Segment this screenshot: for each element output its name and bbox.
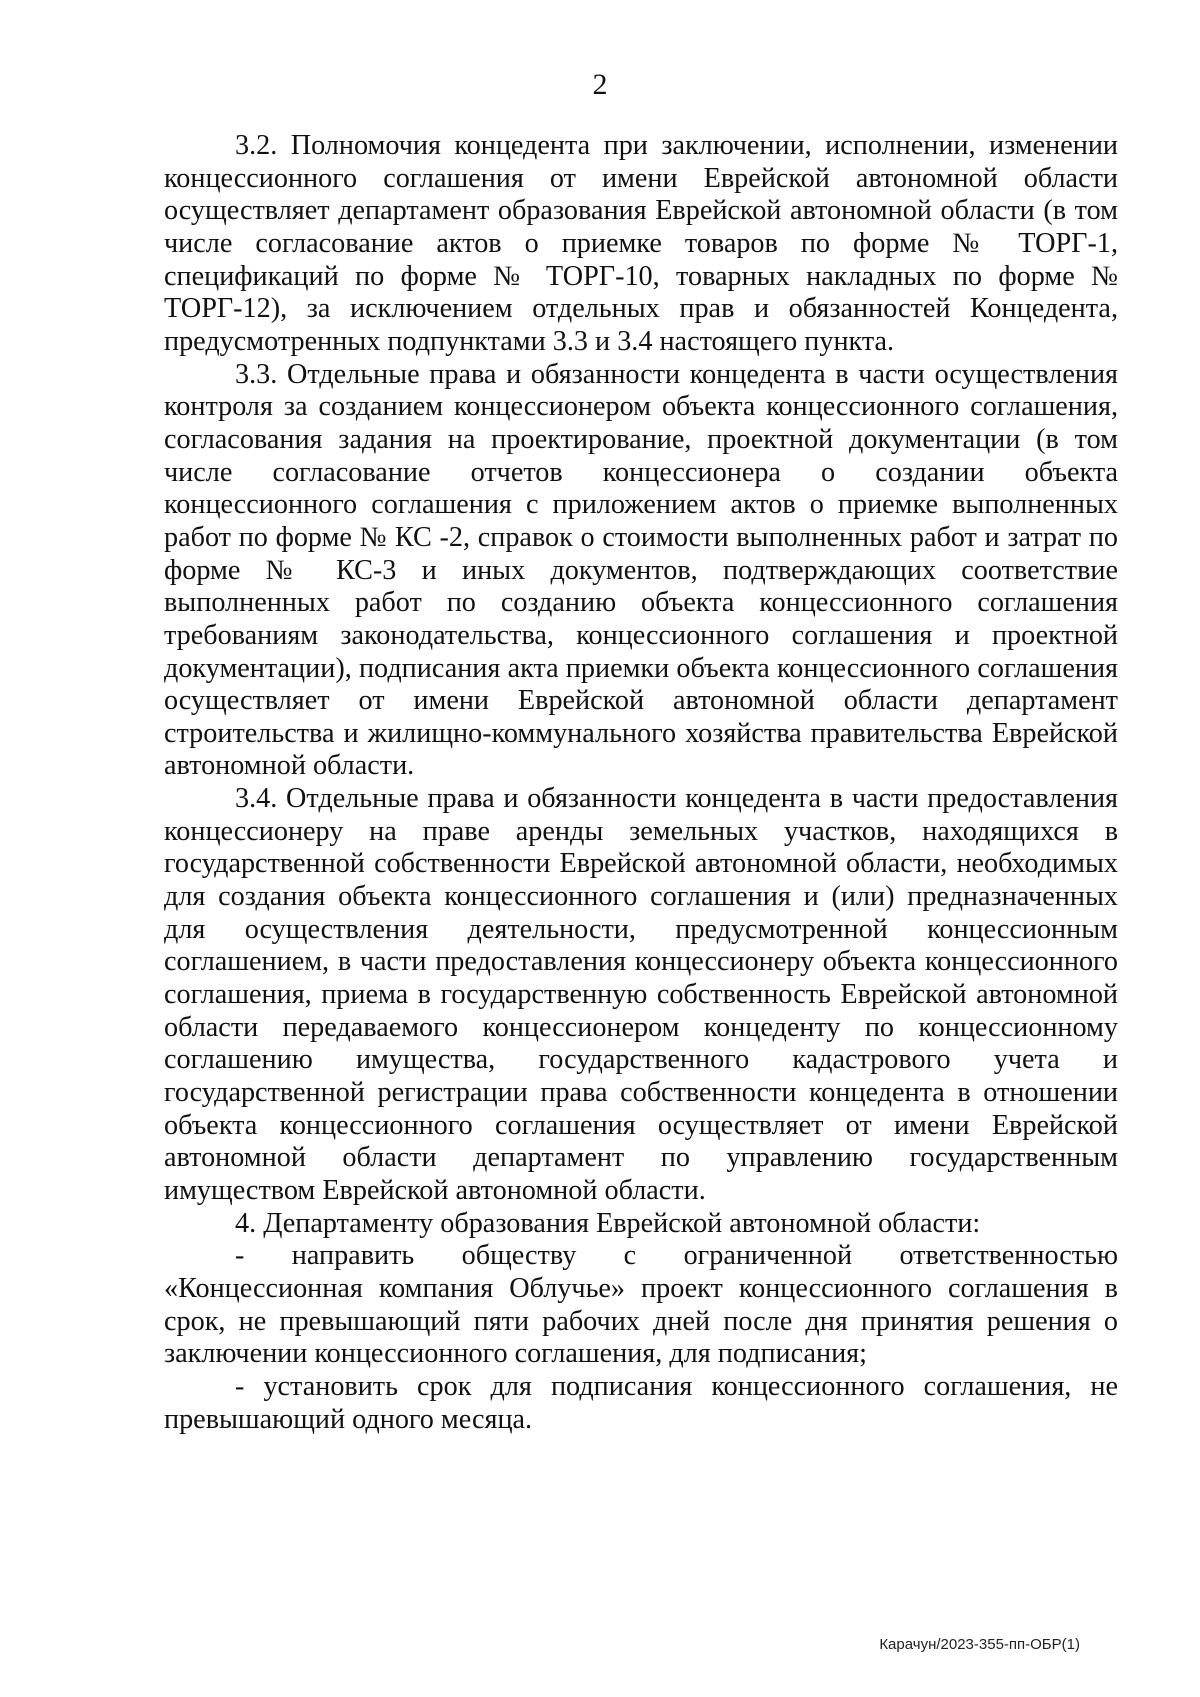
document-code: Карачун/2023-355-пп-ОБР(1)	[879, 1636, 1080, 1653]
paragraph-3-2: 3.2. Полномочия концедента при заключении, исполнении, изменении концессионного соглашения от имени Еврейской автономной области осуществляет департамент образования Еврейской автономной области (в том числе согласование актов о приемке товаров по форме № ТОРГ-1, спецификаций по форме № ТОРГ-10, товарных накладных по форме № ТОРГ-12), за исключением отдельных прав и обязанностей Концедента, предусмотренных подпунктами 3.3 и 3.4 настоящего пункта.	[164, 130, 1118, 357]
page-number: 2	[592, 68, 608, 101]
document-body	[164, 130, 1118, 1436]
paragraph-3-4: 3.4. Отдельные права и обязанности концедента в части предоставления концессионеру на праве аренды земельных участков, находящихся в государственной собственности Еврейской автономной области, необходимых для создания объекта концессионного соглашения и (или) предназначенных для осуществления деятельности, предусмотренной концессионным соглашением, в части предоставления концессионеру объекта концессионного соглашения, приема в государственную собственность Еврейской автономной области передаваемого концессионером концеденту по концессионному соглашению имущества, государственного кадастрового учета и государственной регистрации права собственности концедента в отношении объекта концессионного соглашения осуществляет от имени Еврейской автономной области департамент по управлению государственным имуществом Еврейской автономной области.	[164, 783, 1118, 1206]
paragraph-4: 4. Департаменту образования Еврейской автономной области:	[235, 1207, 981, 1239]
list-item-send-draft: - направить обществу с ограниченной ответственностью «Концессионная компания Облучье» проект концессионного соглашения в срок, не превышающий пяти рабочих дней после дня принятия решения о заключении концессионного соглашения, для подписания;	[164, 1240, 1118, 1370]
paragraph-3-3: 3.3. Отдельные права и обязанности концедента в части осуществления контроля за созданием концессионером объекта концессионного соглашения, согласования задания на проектирование, проектной документации (в том числе согласование отчетов концессионера о создании объекта концессионного соглашения с приложением актов о приемке выполненных работ по форме № КС -2, справок о стоимости выполненных работ и затрат по форме № КС-3 и иных документов, подтверждающих соответствие выполненных работ по созданию объекта концессионного соглашения требованиям законодательства, концессионного соглашения и проектной документации), подписания акта приемки объекта концессионного соглашения осуществляет от имени Еврейской автономной области департамент строительства и жилищно-коммунального хозяйства правительства Еврейской автономной области.	[164, 358, 1118, 782]
list-item-set-deadline: - установить срок для подписания концессионного соглашения, не превышающий одного месяца.	[164, 1370, 1118, 1435]
